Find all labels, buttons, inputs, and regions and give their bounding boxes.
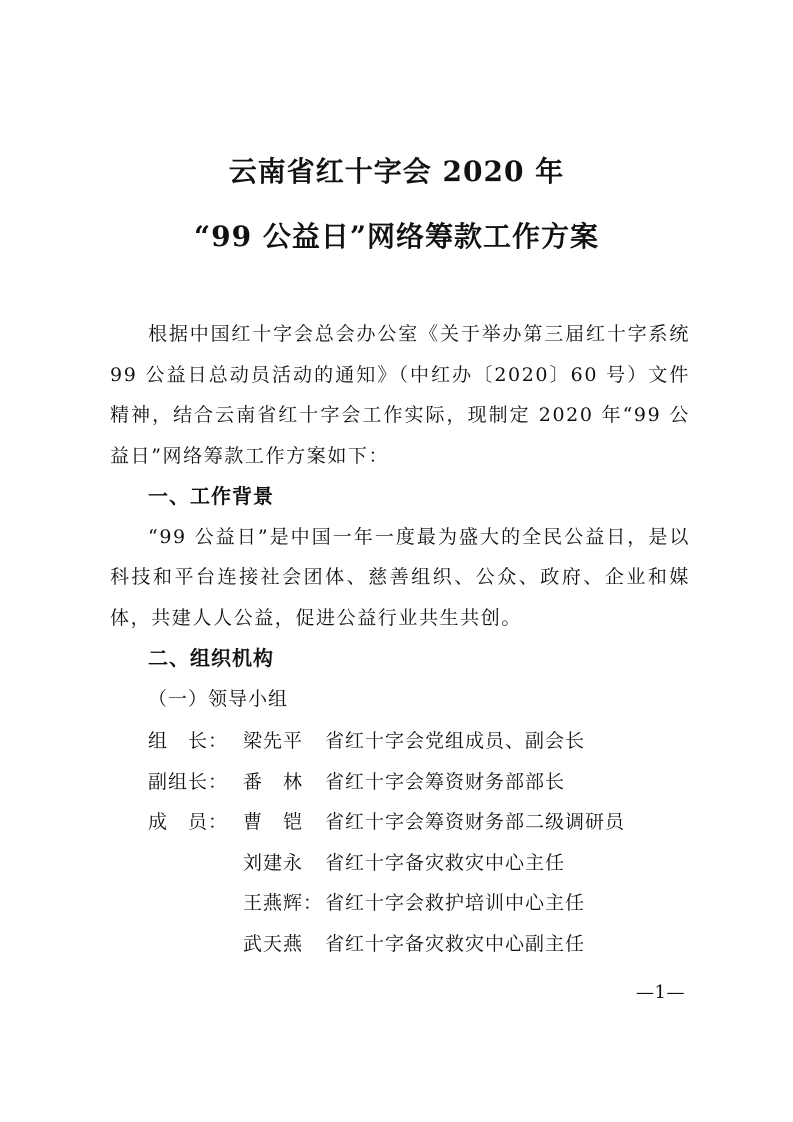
page-number: —1— (636, 982, 685, 1003)
subsection-heading-leadership-group: （一）领导小组 (148, 687, 289, 710)
member-title: 省红十字会救护培训中心主任 (325, 892, 586, 914)
member-role-label (110, 843, 243, 884)
document-body (110, 314, 690, 964)
member-title: 省红十字备灾救灾中心主任 (325, 851, 566, 874)
member-title: 省红十字会筹资财务部部长 (325, 770, 566, 793)
member-row (110, 924, 690, 965)
member-row (110, 883, 690, 924)
member-row (110, 721, 690, 762)
member-name: 武天燕 (243, 932, 304, 955)
member-role-label: 组 长： (148, 730, 229, 752)
member-row (110, 843, 690, 884)
section-heading-background: 一、工作背景 (148, 484, 274, 508)
member-row (110, 802, 690, 843)
background-paragraph: “99 公益日”是中国一年一度最为盛大的全民公益日，是以科技和平台连接社会团体、慈善组织、公众、政府、企业和媒体，共建人人公益，促进公益行业共生共创。 (110, 525, 690, 629)
member-role-label: 副组长： (148, 770, 229, 793)
document-title-line-1: 云南省红十字会 2020 年 (228, 155, 565, 188)
section-heading-organization: 二、组织机构 (148, 646, 274, 670)
member-role-label: 成 员： (148, 811, 229, 833)
member-title: 省红十字会筹资财务部二级调研员 (325, 811, 626, 833)
member-role-label (110, 924, 243, 965)
member-role-label (110, 883, 243, 924)
member-title: 省红十字备灾救灾中心副主任 (325, 932, 586, 955)
member-list (110, 721, 690, 964)
member-name: 番 林 (243, 770, 304, 793)
member-name: 王燕辉： (243, 892, 324, 914)
member-name: 刘建永 (243, 851, 304, 874)
document-title-line-2: “99 公益日”网络筹款工作方案 (194, 220, 599, 253)
member-name: 梁先平 (243, 730, 304, 752)
member-title: 省红十字会党组成员、副会长 (325, 730, 586, 752)
member-name: 曹 铠 (243, 811, 304, 833)
member-row (110, 762, 690, 803)
intro-paragraph: 根据中国红十字会总会办公室《关于举办第三届红十字系统 99 公益日总动员活动的通知》（中红办〔2020〕60 号）文件精神，结合云南省红十字会工作实际，现制定 2020 年“99 公益日”网络筹款工作方案如下： (110, 323, 690, 467)
